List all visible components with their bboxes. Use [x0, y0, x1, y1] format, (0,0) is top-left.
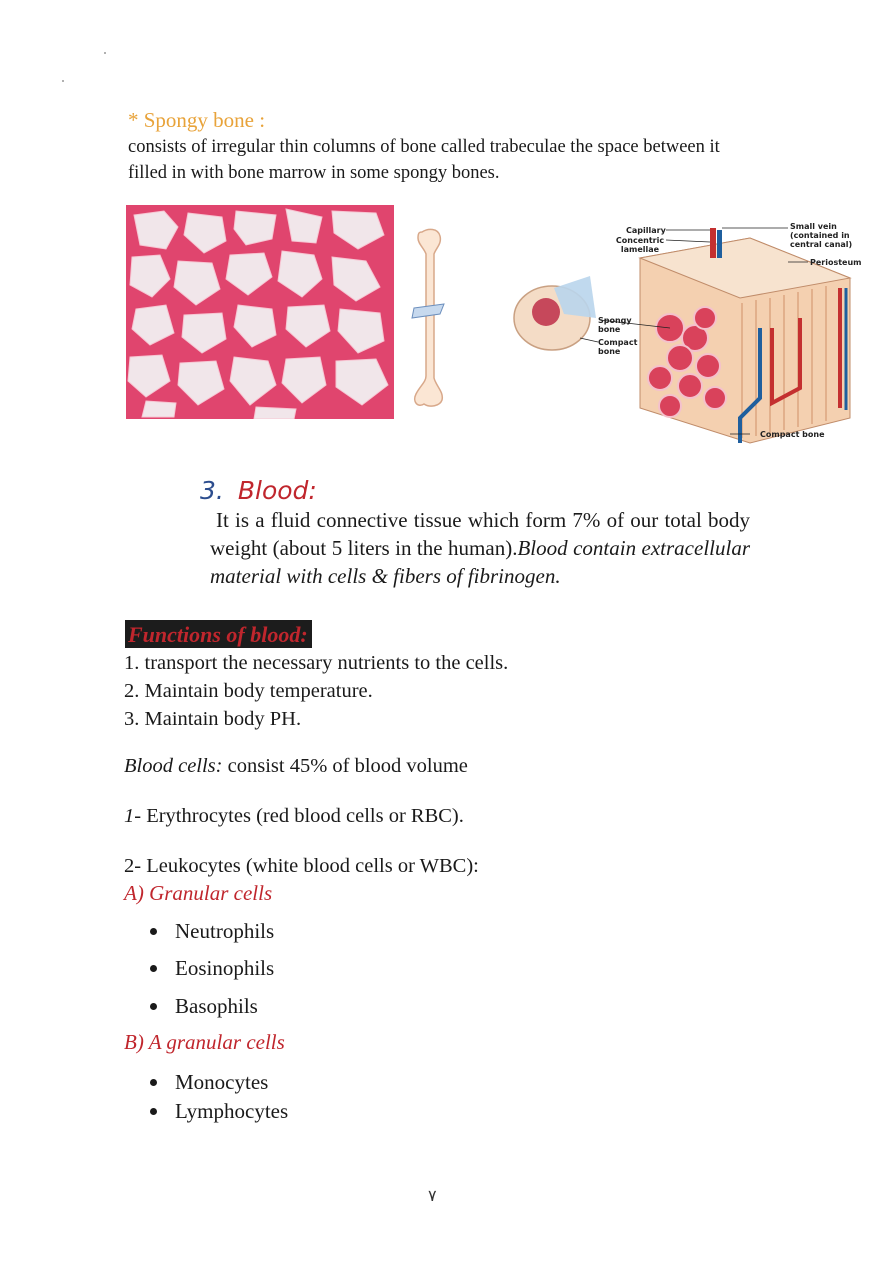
bullet-icon — [150, 1079, 157, 1086]
erythrocytes-line — [124, 803, 464, 829]
label-compact-bone: Compact bone — [598, 338, 638, 356]
bone-structure-icon — [510, 218, 870, 448]
list-item: Eosinophils — [150, 955, 274, 981]
list-item: Basophils — [150, 993, 258, 1019]
blood-heading-title: Blood: — [237, 476, 317, 505]
leukocytes-line: 2- Leukocytes (white blood cells or WBC): — [124, 855, 479, 877]
blood-heading — [200, 476, 317, 505]
bullet-icon — [150, 928, 157, 935]
list-item: Lymphocytes — [150, 1098, 288, 1124]
blood-cells-intro — [124, 753, 468, 779]
list-item: Neutrophils — [150, 918, 274, 944]
function-item-2: 2. Maintain body temperature. — [124, 680, 373, 702]
label-periosteum: Periosteum — [810, 258, 862, 267]
function-item-1: 1. transport the necessary nutrients to the cells. — [124, 652, 509, 674]
bullet-icon — [150, 1003, 157, 1010]
bone-structure-diagram — [510, 218, 870, 448]
spongy-bone-micrograph-icon — [126, 205, 394, 419]
scan-speck — [104, 52, 106, 54]
erythrocytes-text: - Erythrocytes (red blood cells or RBC). — [134, 805, 464, 827]
spongy-bone-heading: * Spongy bone : — [128, 108, 266, 132]
list-item: Monocytes — [150, 1069, 268, 1095]
label-spongy-bone: Spongy bone — [598, 316, 632, 334]
spongy-bone-paragraph: consists of irregular thin columns of bone called trabeculae the space between it filled in with bone marrow in some spongy bones. — [128, 137, 720, 183]
functions-heading: Functions of blood: — [125, 620, 312, 648]
erythrocytes-number: 1 — [124, 805, 135, 827]
blood-heading-number: 3. — [200, 476, 224, 505]
blood-cells-text: consist 45% of blood volume — [222, 755, 468, 777]
label-concentric-lamellae: Concentric lamellae — [615, 236, 665, 254]
page-number: ٧ — [428, 1188, 437, 1205]
agranular-heading: B) A granular cells — [124, 1030, 285, 1054]
blood-lead-text: It is a fluid connective tissue which form 7% of our total body weight (about 5 liters in the human). — [210, 508, 750, 560]
label-compact-bone-bottom: Compact bone — [760, 430, 825, 439]
bullet-icon — [150, 965, 157, 972]
scan-speck — [62, 80, 64, 82]
label-small-vein: Small vein (contained in central canal) — [790, 222, 853, 249]
long-bone-icon — [410, 228, 450, 408]
label-capillary: Capillary — [626, 226, 666, 235]
blood-paragraph — [210, 506, 750, 590]
bullet-icon — [150, 1108, 157, 1115]
blood-italic-text: Blood contain extracellular material with cells & fibers of fibrinogen. — [210, 536, 750, 588]
blood-cells-label: Blood cells: — [124, 755, 223, 777]
function-item-3: 3. Maintain body PH. — [124, 708, 302, 730]
granular-heading: A) Granular cells — [124, 881, 273, 905]
